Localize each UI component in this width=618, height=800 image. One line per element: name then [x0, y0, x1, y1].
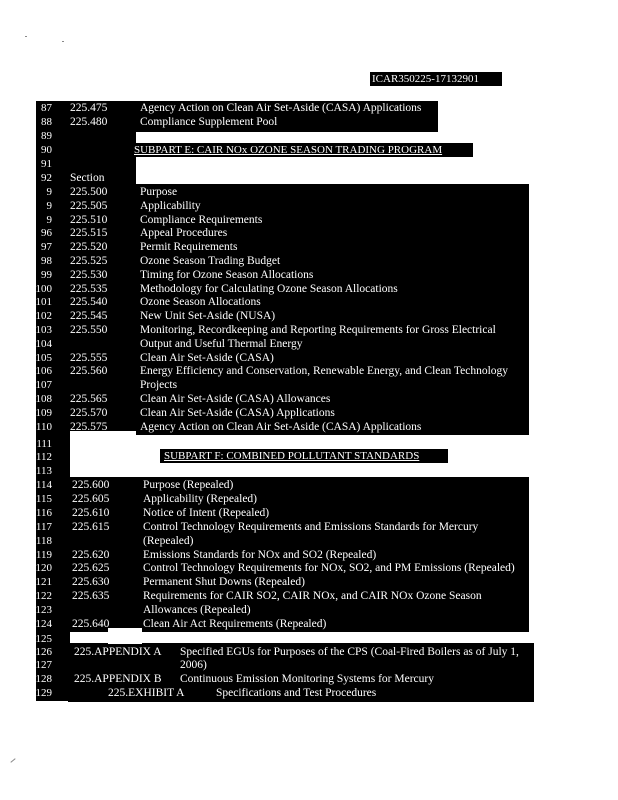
section-title: Clean Air Set-Aside (CASA): [140, 352, 274, 364]
section-title: Methodology for Calculating Ozone Season Allocations: [140, 283, 398, 295]
section-title: Purpose: [140, 186, 178, 198]
section-number: 225.565: [70, 393, 108, 405]
line-number: 103: [35, 324, 52, 336]
section-number: 225.520: [70, 241, 108, 253]
section-title: Permit Requirements: [140, 241, 238, 253]
line-number: 9: [46, 214, 52, 226]
section-title: Energy Efficiency and Conservation, Renewable Energy, and Clean Technology: [140, 365, 509, 377]
section-title: Notice of Intent (Repealed): [143, 507, 270, 519]
section-title: (Repealed): [143, 535, 194, 547]
doc-id: ICAR350225-17132901: [372, 73, 479, 85]
line-number: 99: [41, 269, 52, 281]
section-number: 225.475: [70, 102, 108, 114]
line-number: 113: [35, 465, 52, 477]
section-title: Monitoring, Recordkeeping and Reporting Requirements for Gross Electrical: [140, 324, 496, 336]
line-number: 9: [46, 200, 52, 212]
appendix-title: Continuous Emission Monitoring Systems for Mercury: [180, 673, 434, 685]
subpart-f-heading: SUBPART F: COMBINED POLLUTANT STANDARDS: [164, 450, 420, 462]
line-number: 97: [41, 241, 52, 253]
section-label: Section: [70, 172, 105, 184]
section-title: Applicability: [140, 200, 201, 212]
section-title: Requirements for CAIR SO2, CAIR NOx, and CAIR NOx Ozone Season: [143, 590, 482, 602]
section-number: 225.575: [70, 421, 108, 433]
section-title: Appeal Procedures: [140, 227, 228, 239]
line-number: 123: [35, 604, 52, 616]
line-number: 126: [35, 646, 52, 658]
section-number: 225.625: [72, 562, 110, 574]
line-number: 91: [41, 158, 52, 170]
line-number: 124: [35, 618, 52, 630]
line-number: 110: [35, 421, 52, 433]
appendix-label: 225.EXHIBIT A: [108, 687, 185, 699]
line-number: 98: [41, 255, 52, 267]
section-number: 225.505: [70, 200, 108, 212]
section-number: 225.620: [72, 549, 110, 561]
appendix-title: Specified EGUs for Purposes of the CPS (Coal-Fired Boilers as of July 1,: [180, 646, 519, 658]
line-number: 128: [35, 673, 52, 685]
gap: [108, 628, 142, 644]
section-title: Clean Air Act Requirements (Repealed): [143, 618, 327, 630]
section-title: New Unit Set-Aside (NUSA): [140, 310, 276, 322]
line-number: 129: [35, 687, 52, 699]
line-number: 108: [35, 393, 52, 405]
section-number: 225.600: [72, 479, 110, 491]
section-number: 225.640: [72, 618, 110, 630]
line-number: 112: [35, 451, 52, 463]
appendix-title: 2006): [180, 659, 207, 671]
section-title: Agency Action on Clean Air Set-Aside (CASA) Applications: [140, 421, 422, 433]
section-title: Control Technology Requirements and Emissions Standards for Mercury: [143, 521, 479, 533]
appendix-title: Specifications and Test Procedures: [216, 687, 377, 699]
line-number: 127: [35, 659, 52, 671]
section-number: 225.555: [70, 352, 108, 364]
section-title: Compliance Requirements: [140, 214, 263, 226]
section-number: 225.605: [72, 493, 110, 505]
section-title: Clean Air Set-Aside (CASA) Allowances: [140, 393, 331, 405]
line-number: 102: [35, 310, 52, 322]
line-number: 101: [35, 296, 52, 308]
section-title: Permanent Shut Downs (Repealed): [143, 576, 305, 588]
scan-speck: [62, 41, 64, 42]
section-number: 225.510: [70, 214, 108, 226]
line-number: 115: [35, 493, 52, 505]
section-number: 225.515: [70, 227, 108, 239]
line-number: 88: [41, 116, 52, 128]
section-title: Projects: [140, 379, 178, 391]
subpart-e-heading: SUBPART E: CAIR NOx OZONE SEASON TRADING PROGRAM: [134, 144, 443, 156]
section-number: 225.615: [72, 521, 110, 533]
line-number: 104: [35, 338, 52, 350]
scan-speck: [10, 758, 15, 763]
line-number: 117: [35, 521, 52, 533]
line-number: 106: [35, 365, 52, 377]
section-number: 225.540: [70, 296, 108, 308]
section-title: Purpose (Repealed): [143, 479, 234, 491]
section-number: 225.610: [72, 507, 110, 519]
line-number: 109: [35, 407, 52, 419]
section-number: 225.545: [70, 310, 108, 322]
section-title: Ozone Season Trading Budget: [140, 255, 281, 267]
line-number: 122: [35, 590, 52, 602]
line-number: 118: [35, 535, 52, 547]
scan-speck: [25, 36, 27, 37]
section-title: Applicability (Repealed): [143, 493, 258, 505]
section-title: Timing for Ozone Season Allocations: [140, 269, 314, 281]
section-title: Control Technology Requirements for NOx, SO2, and PM Emissions (Repealed): [143, 562, 515, 574]
line-number: 87: [41, 102, 52, 114]
section-number: 225.480: [70, 116, 108, 128]
appendix-label: 225.APPENDIX B: [74, 673, 162, 685]
line-number: 116: [35, 507, 52, 519]
line-number: 89: [41, 130, 52, 142]
line-number: 100: [35, 283, 52, 295]
section-title: Emissions Standards for NOx and SO2 (Repealed): [143, 549, 377, 561]
section-title: Ozone Season Allocations: [140, 296, 261, 308]
section-number: 225.535: [70, 283, 108, 295]
section-title: Compliance Supplement Pool: [140, 116, 278, 128]
section-title: Output and Useful Thermal Energy: [140, 338, 303, 350]
line-number: 114: [35, 479, 52, 491]
section-number: 225.630: [72, 576, 110, 588]
line-number: 90: [41, 144, 52, 156]
line-number: 120: [35, 562, 52, 574]
line-number: 121: [35, 576, 52, 588]
section-number: 225.530: [70, 269, 108, 281]
appendix-label: 225.APPENDIX A: [74, 646, 162, 658]
section-number: 225.560: [70, 365, 108, 377]
line-number: 111: [36, 438, 52, 450]
line-number: 107: [35, 379, 52, 391]
section-title: Clean Air Set-Aside (CASA) Applications: [140, 407, 335, 419]
line-number: 96: [41, 227, 52, 239]
line-number: 105: [35, 352, 52, 364]
section-number: 225.500: [70, 186, 108, 198]
section-title: Agency Action on Clean Air Set-Aside (CASA) Applications: [140, 102, 422, 114]
line-number: 92: [41, 172, 52, 184]
section-number: 225.570: [70, 407, 108, 419]
line-number: 119: [35, 549, 52, 561]
section-title: Allowances (Repealed): [143, 604, 251, 616]
line-number: 125: [35, 633, 52, 645]
section-number: 225.635: [72, 590, 110, 602]
section-number: 225.550: [70, 324, 108, 336]
line-number: 9: [46, 186, 52, 198]
section-number: 225.525: [70, 255, 108, 267]
